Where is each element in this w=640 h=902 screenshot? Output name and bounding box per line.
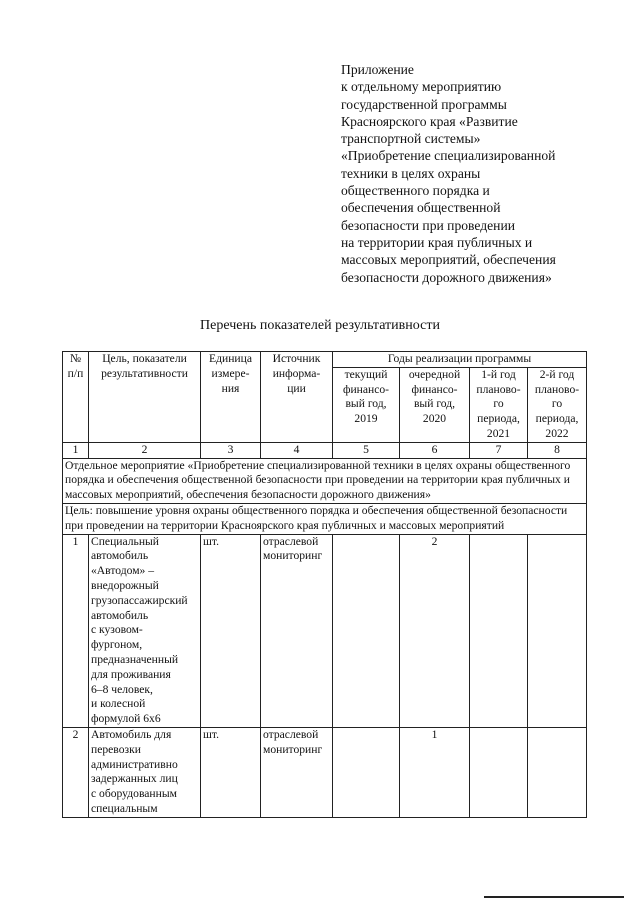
row-unit: шт. bbox=[201, 727, 261, 817]
header-year-2019: текущий финансо- вый год, 2019 bbox=[333, 367, 400, 442]
row-name: Специальный автомобиль «Автодом» – внедорожный грузопассажирский автомобиль с кузовом- фургоном, предназначенный для проживания 6–8 человек, и колесной формулой 6х6 bbox=[89, 534, 201, 727]
row-name: Автомобиль для перевозки административно задержанных лиц с оборудованным специальным bbox=[89, 727, 201, 817]
row-value-2019 bbox=[333, 727, 400, 817]
table-row bbox=[63, 727, 587, 817]
page-edge-line bbox=[484, 896, 624, 898]
header-row bbox=[63, 352, 587, 368]
column-numbers-row bbox=[63, 442, 587, 458]
header-unit: Единица измере- ния bbox=[201, 352, 261, 443]
document-title: Перечень показателей результативности bbox=[200, 318, 440, 333]
column-number: 6 bbox=[400, 442, 470, 458]
appendix-line: транспортной системы» bbox=[341, 131, 481, 147]
row-value-2021 bbox=[470, 534, 528, 727]
header-num: № п/п bbox=[63, 352, 89, 443]
row-unit: шт. bbox=[201, 534, 261, 727]
goal-row bbox=[63, 503, 587, 534]
header-goal: Цель, показатели результативности bbox=[89, 352, 201, 443]
appendix-line: техники в целях охраны bbox=[341, 165, 481, 181]
header-year-2020: очередной финансо- вый год, 2020 bbox=[400, 367, 470, 442]
column-number: 2 bbox=[89, 442, 201, 458]
appendix-line: обеспечения общественной bbox=[341, 200, 501, 216]
appendix-line: Приложение bbox=[341, 62, 414, 77]
row-value-2020: 1 bbox=[400, 727, 470, 817]
column-number: 4 bbox=[261, 442, 333, 458]
appendix-line: Красноярского края «Развитие bbox=[341, 113, 518, 129]
row-value-2021 bbox=[470, 727, 528, 817]
column-number: 8 bbox=[528, 442, 587, 458]
column-number: 1 bbox=[63, 442, 89, 458]
row-value-2020: 2 bbox=[400, 534, 470, 727]
row-num: 1 bbox=[63, 534, 89, 727]
row-value-2022 bbox=[528, 727, 587, 817]
column-number: 5 bbox=[333, 442, 400, 458]
appendix-block bbox=[341, 61, 631, 286]
appendix-line: на территории края публичных и bbox=[341, 234, 533, 250]
header-year-2022: 2-й год планово- го периода, 2022 bbox=[528, 367, 587, 442]
header-source: Источник информа- ции bbox=[261, 352, 333, 443]
row-value-2022 bbox=[528, 534, 587, 727]
indicators-table bbox=[62, 351, 587, 818]
appendix-line: «Приобретение специализированной bbox=[341, 148, 556, 164]
measure-row bbox=[63, 458, 587, 503]
table-row bbox=[63, 534, 587, 727]
goal-text: Цель: повышение уровня охраны общественного порядка и обеспечения общественной безопасности при проведении на территории Красноярского края публичных и массовых мероприятий bbox=[63, 503, 587, 534]
row-num: 2 bbox=[63, 727, 89, 817]
measure-text: Отдельное мероприятие «Приобретение специализированной техники в целях охраны общественного порядка и обеспечения общественной безопасности при проведении на территории края публичных и массовых мероприятий, обеспечения безопасности дорожного движения» bbox=[63, 458, 587, 503]
appendix-line: общественного порядка и bbox=[341, 183, 490, 199]
column-number: 3 bbox=[201, 442, 261, 458]
header-year-2021: 1-й год планово- го периода, 2021 bbox=[470, 367, 528, 442]
header-years-group: Годы реализации программы bbox=[333, 352, 587, 368]
appendix-line: государственной программы bbox=[341, 96, 507, 112]
appendix-line: безопасности дорожного движения» bbox=[341, 269, 552, 285]
appendix-line: массовых мероприятий, обеспечения bbox=[341, 252, 556, 268]
row-source: отраслевой мониторинг bbox=[261, 727, 333, 817]
appendix-line: безопасности при проведении bbox=[341, 217, 516, 233]
row-value-2019 bbox=[333, 534, 400, 727]
row-source: отраслевой мониторинг bbox=[261, 534, 333, 727]
appendix-line: к отдельному мероприятию bbox=[341, 79, 502, 95]
column-number: 7 bbox=[470, 442, 528, 458]
